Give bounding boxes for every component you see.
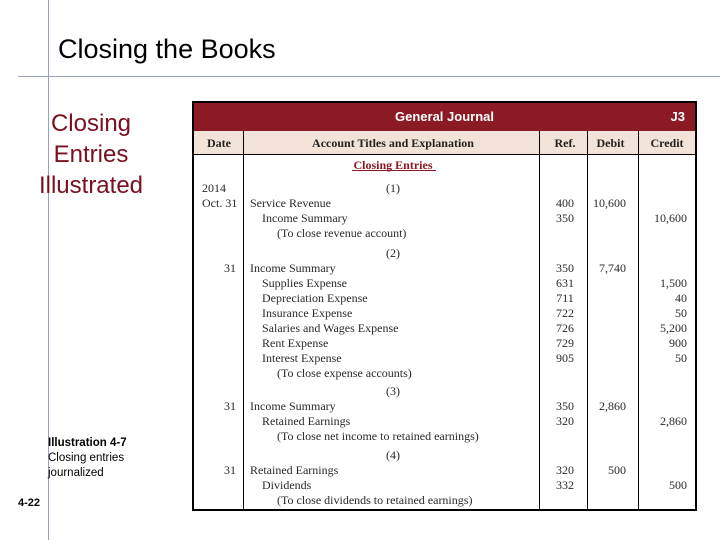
year-row <box>194 181 695 196</box>
journal-column-headers <box>194 131 695 155</box>
row-date: Oct. 31 <box>202 196 238 210</box>
row-debit: 7,740 <box>599 261 626 275</box>
row-ref: 350 <box>556 211 574 225</box>
journal-row <box>194 211 695 226</box>
row-account: Income Summary <box>250 261 336 275</box>
row-ref: 400 <box>556 196 574 210</box>
col-ref: Ref. <box>554 136 576 150</box>
row-credit: 50 <box>675 306 687 320</box>
row-debit: 500 <box>608 463 626 477</box>
journal-header <box>194 103 695 131</box>
caption-line: Closing entries <box>48 452 125 464</box>
row-date: 31 <box>224 399 236 413</box>
row-account: Service Revenue <box>250 196 331 210</box>
entry-number: (2) <box>386 246 400 260</box>
row-ref: 729 <box>556 336 574 350</box>
row-ref: 905 <box>556 351 574 365</box>
slide-subtitle <box>24 108 158 201</box>
caption-line: journalized <box>48 467 104 479</box>
row-ref: 350 <box>556 399 574 413</box>
general-journal <box>192 101 697 511</box>
subtitle-line: Entries <box>53 141 129 168</box>
journal-row <box>194 196 695 211</box>
row-date: 31 <box>224 261 236 275</box>
subtitle-line: Illustrated <box>38 172 144 199</box>
row-account: Interest Expense <box>262 351 342 365</box>
col-account: Account Titles and Explanation <box>312 136 474 150</box>
entry-number: (1) <box>386 181 400 195</box>
journal-row <box>194 336 695 351</box>
row-ref: 320 <box>556 414 574 428</box>
journal-row <box>194 399 695 414</box>
row-credit: 900 <box>669 336 687 350</box>
row-account: (To close expense accounts) <box>277 366 412 380</box>
subtitle-line: Closing <box>50 110 132 137</box>
row-account: Dividends <box>262 478 312 492</box>
journal-row <box>194 306 695 321</box>
illustration-label: Illustration 4-7 <box>48 437 127 449</box>
row-date: 31 <box>224 463 236 477</box>
journal-page-ref: J3 <box>670 109 685 124</box>
entry-number: (3) <box>386 384 400 398</box>
journal-row <box>194 276 695 291</box>
entry-number: (4) <box>386 448 400 462</box>
row-debit: 10,600 <box>593 196 626 210</box>
journal-row <box>194 261 695 276</box>
row-account: Retained Earnings <box>262 414 351 428</box>
row-credit: 50 <box>675 351 687 365</box>
col-date: Date <box>207 136 231 150</box>
journal-row <box>194 321 695 336</box>
row-ref: 722 <box>556 306 574 320</box>
entry-number-row <box>194 448 695 463</box>
row-account: Depreciation Expense <box>262 291 368 305</box>
illustration-caption <box>48 436 127 481</box>
row-account: (To close net income to retained earnings) <box>277 429 479 443</box>
row-account: Rent Expense <box>262 336 329 350</box>
journal-row <box>194 478 695 493</box>
row-debit: 2,860 <box>599 399 626 413</box>
section-heading-row <box>194 158 695 173</box>
row-ref: 631 <box>556 276 574 290</box>
row-account: (To close revenue account) <box>277 226 407 240</box>
row-ref: 711 <box>556 291 574 305</box>
journal-row <box>194 226 695 241</box>
row-account: Supplies Expense <box>262 276 347 290</box>
row-account: Insurance Expense <box>262 306 353 320</box>
row-credit: 5,200 <box>660 321 687 335</box>
entry-number-row <box>194 384 695 399</box>
title-divider-line <box>18 76 720 77</box>
journal-title: General Journal <box>395 109 494 124</box>
row-account: Income Summary <box>250 399 336 413</box>
journal-row <box>194 429 695 444</box>
row-credit: 500 <box>669 478 687 492</box>
row-ref: 320 <box>556 463 574 477</box>
journal-row <box>194 366 695 381</box>
journal-row <box>194 291 695 306</box>
journal-row <box>194 351 695 366</box>
col-credit: Credit <box>650 136 684 150</box>
row-account: Salaries and Wages Expense <box>262 321 399 335</box>
section-heading-underline <box>352 170 436 171</box>
row-credit: 2,860 <box>660 414 687 428</box>
col-debit: Debit <box>596 136 625 150</box>
row-credit: 1,500 <box>660 276 687 290</box>
journal-row <box>194 414 695 429</box>
entry-number-row <box>194 246 695 261</box>
row-credit: 10,600 <box>654 211 687 225</box>
row-account: Income Summary <box>262 211 348 225</box>
page-number: 4-22 <box>18 497 41 509</box>
year-label: 2014 <box>202 181 226 195</box>
row-account: Retained Earnings <box>250 463 339 477</box>
row-ref: 350 <box>556 261 574 275</box>
journal-row <box>194 493 695 508</box>
row-credit: 40 <box>675 291 687 305</box>
row-account: (To close dividends to retained earnings) <box>277 493 473 507</box>
journal-row <box>194 463 695 478</box>
row-ref: 332 <box>556 478 574 492</box>
slide-title: Closing the Books <box>58 34 276 64</box>
row-ref: 726 <box>556 321 574 335</box>
section-heading: Closing Entries <box>353 158 433 172</box>
